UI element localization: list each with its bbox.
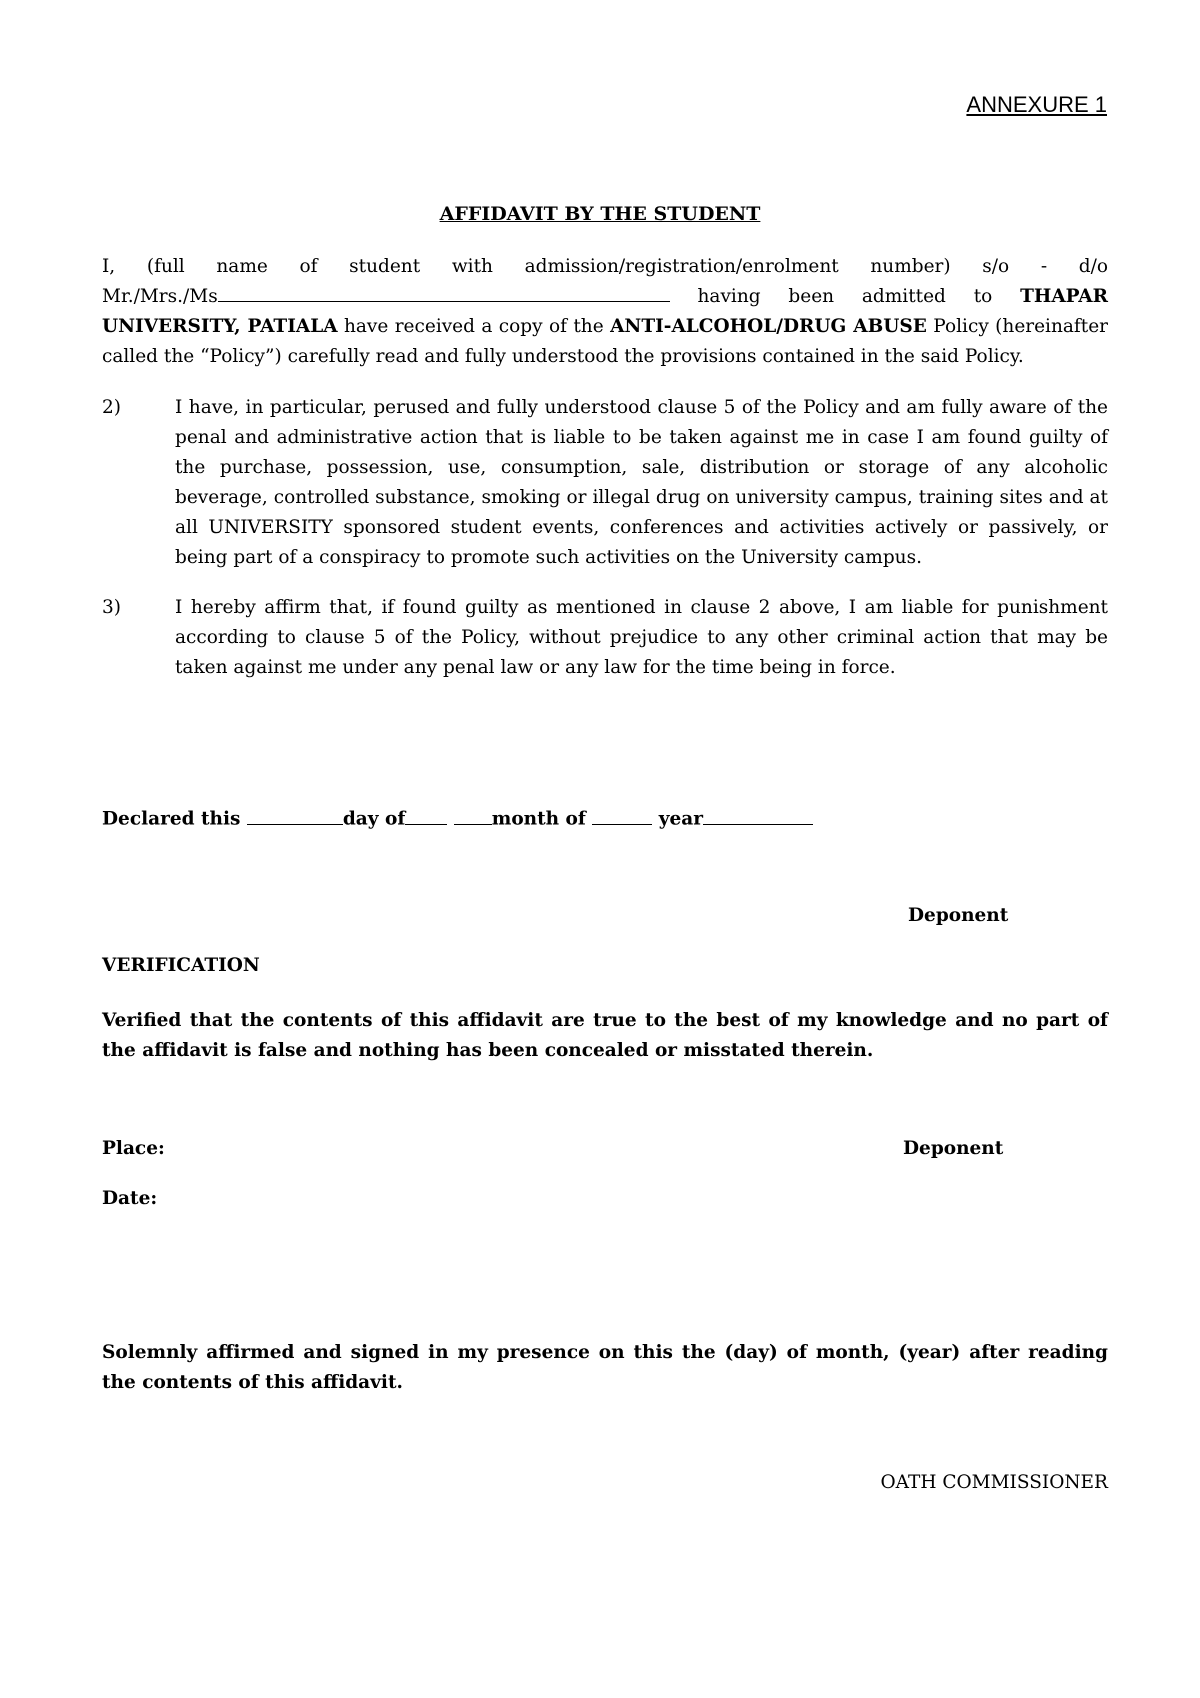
intro-line-1 xyxy=(102,252,1108,282)
intro-line1-word: (full xyxy=(146,256,185,277)
document-title: AFFIDAVIT BY THE STUDENT xyxy=(439,203,761,225)
clause-2 xyxy=(102,393,1108,573)
deponent-label: Deponent xyxy=(908,905,1009,926)
intro-line2-prefix-group xyxy=(102,282,670,312)
clause-text: I have, in particular, perused and fully understood clause 5 of the Policy and am fully aware of the penal and administrative action that is liable to be taken against me in case I am found guilty of the purchase, possession, use, consumption, sale, distribution or storage of any alcoholic beverage, controlled substance, smoking or illegal drug on university campus, training sites and at all UNIVERSITY sponsored student events, conferences and activities actively or passively, or being part of a conspiracy to promote such activities on the University campus. xyxy=(175,397,1108,568)
clause-number: 2) xyxy=(102,397,121,418)
intro-paragraph xyxy=(102,252,1108,372)
intro-line2-bold: THAPAR xyxy=(1020,286,1108,307)
parent-name-blank[interactable] xyxy=(218,283,670,303)
declared-year-label: year xyxy=(652,808,703,830)
verification-text: Verified that the contents of this affidavit are true to the best of my knowledge and no part of the affidavit is false and nothing has been concealed or misstated therein. xyxy=(102,1010,1108,1061)
policy-name: ANTI-ALCOHOL/DRUG ABUSE xyxy=(610,316,927,337)
month-blank-1[interactable] xyxy=(405,805,447,825)
intro-line2-word: to xyxy=(973,286,993,307)
oath-commissioner-label: OATH COMMISSIONER xyxy=(880,1472,1108,1493)
year-blank-2[interactable] xyxy=(703,805,813,825)
university-name: UNIVERSITY, PATIALA xyxy=(102,316,338,337)
year-blank-1[interactable] xyxy=(592,805,652,825)
declared-month-label: month of xyxy=(491,808,593,830)
clause-text: I hereby affirm that, if found guilty as mentioned in clause 2 above, I am liable for punishment according to clause 5 of the Policy, without prejudice to any other criminal action that may be taken against me under any penal law or any law for the time being in force. xyxy=(175,597,1108,678)
place-label: Place: xyxy=(102,1138,165,1159)
intro-text-2: Policy (hereinafter called the “Policy”) carefully read and fully understood the provisions contained in the said Policy. xyxy=(102,316,1108,367)
intro-line2-word: having xyxy=(697,286,761,307)
intro-line1-word: of xyxy=(299,256,318,277)
intro-line2-word: admitted xyxy=(861,286,946,307)
date-label: Date: xyxy=(102,1188,158,1209)
annexure-label: ANNEXURE 1 xyxy=(966,92,1107,117)
declared-day-label: day of xyxy=(342,808,406,830)
intro-line1-word: with xyxy=(451,256,493,277)
month-blank-2[interactable] xyxy=(454,805,492,825)
intro-line1-word: - xyxy=(1040,256,1048,277)
intro-line2-prefix: Mr./Mrs./Ms xyxy=(102,286,218,307)
day-blank[interactable] xyxy=(247,805,343,825)
intro-text-1: have received a copy of the xyxy=(337,316,611,337)
intro-line1-word: name xyxy=(216,256,268,277)
intro-line1-word: student xyxy=(349,256,421,277)
intro-line1-word: I, xyxy=(102,256,116,277)
clause-number: 3) xyxy=(102,597,121,618)
solemnly-affirmed-text: Solemnly affirmed and signed in my presence on this the (day) of month, (year) after reading the contents of this affidavit. xyxy=(102,1342,1108,1393)
intro-line-2 xyxy=(102,282,1108,312)
intro-line1-word: number) xyxy=(870,256,951,277)
declared-prefix: Declared this xyxy=(102,808,247,830)
verification-deponent-label: Deponent xyxy=(903,1138,1004,1159)
intro-line1-word: d/o xyxy=(1078,256,1108,277)
intro-line1-word: s/o xyxy=(982,256,1010,277)
verification-heading: VERIFICATION xyxy=(102,955,260,976)
declared-line xyxy=(102,805,813,830)
intro-line1-word: admission/registration/enrolment xyxy=(524,256,839,277)
clause-3 xyxy=(102,593,1108,683)
intro-line-3 xyxy=(102,312,1108,372)
intro-line2-word: been xyxy=(788,286,835,307)
